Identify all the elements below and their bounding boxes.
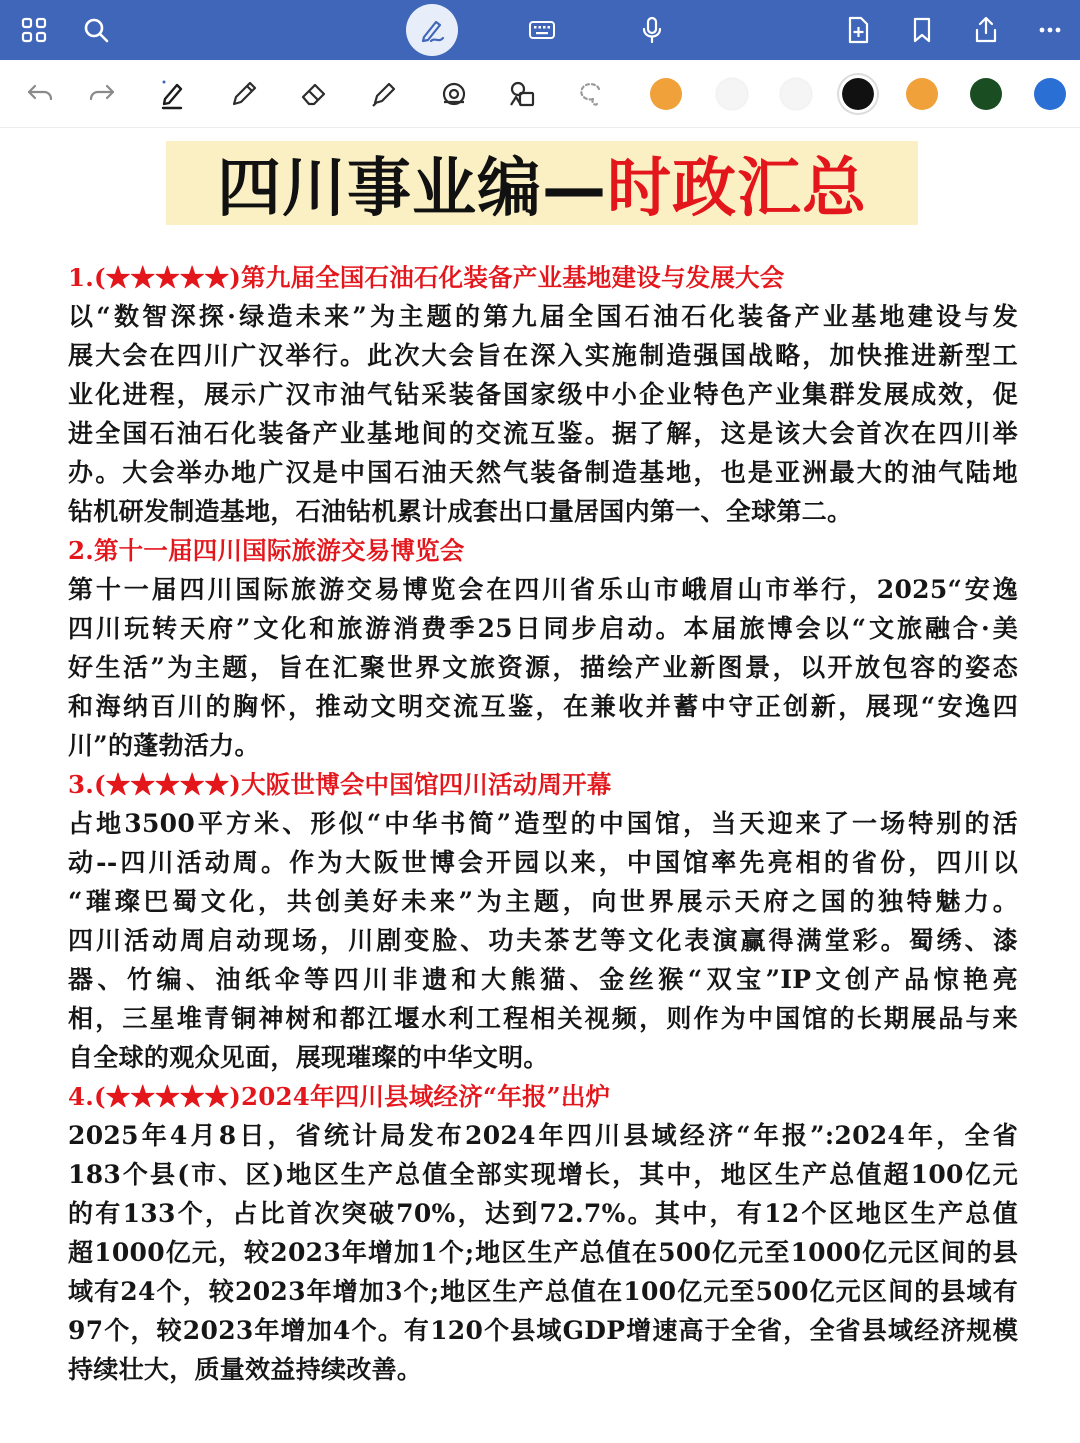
paragraph-line: 好生活”为主题，旨在汇聚世界文旅资源，描绘产业新图景，以开放包容的姿态 [68, 653, 1018, 682]
paragraph-line: 业化进程，展示广汉市油气钻采装备国家级中小企业特色产业集群发展成效，促 [68, 380, 1018, 409]
add-page-icon[interactable] [834, 6, 882, 54]
image-shape-icon[interactable] [498, 70, 546, 118]
section-paragraph [68, 1116, 1018, 1389]
paragraph-line: 97个，较2023年增加4个。有120个县域GDP增速高于全省，全省县域经济规模 [68, 1316, 1018, 1345]
paragraph-line: 的有133个，占比首次突破70%，达到72.7%。其中，有12个区地区生产总值 [68, 1199, 1018, 1228]
title-red-part: 时政汇总 [607, 152, 867, 226]
microphone-icon[interactable] [628, 6, 676, 54]
page-title [166, 141, 918, 225]
paragraph-line: 动--四川活动周。作为大阪世博会开园以来，中国馆率先亮相的省份，四川以 [68, 848, 1018, 877]
paragraph-line: 以“数智深探·绿造未来”为主题的第九届全国石油石化装备产业基地建设与发 [68, 302, 1018, 331]
keyboard-icon[interactable] [518, 6, 566, 54]
paragraph-line: 相，三星堆青铜神树和都江堰水利工程相关视频，则作为中国馆的长期展品与来 [68, 1004, 1018, 1033]
section-paragraph [68, 804, 1018, 1077]
paragraph-line: 四川活动周启动现场，川剧变脸、功夫茶艺等文化表演赢得满堂彩。蜀绣、漆 [68, 926, 1018, 955]
paragraph-line: 183个县(市、区)地区生产总值全部实现增长，其中，地区生产总值超100亿元 [68, 1160, 1018, 1189]
pen-tool-icon[interactable] [148, 70, 196, 118]
pencil-icon[interactable] [220, 70, 268, 118]
undo-icon[interactable] [16, 70, 64, 118]
paragraph-line: 超1000亿元，较2023年增加1个;地区生产总值在500亿元至1000亿元区间的县 [68, 1238, 1018, 1267]
paragraph-line: 域有24个，较2023年增加3个;地区生产总值在100亿元至500亿元区间的县域有 [68, 1277, 1018, 1306]
pen-icon[interactable] [406, 4, 458, 56]
paragraph-line: 第十一届四川国际旅游交易博览会在四川省乐山市峨眉山市举行，2025“安逸 [68, 575, 1018, 604]
paragraph-line: 自全球的观众见面，展现璀璨的中华文明。 [68, 1043, 549, 1072]
section-heading: 3.(★★★★★)大阪世博会中国馆四川活动周开幕 [68, 770, 612, 799]
paragraph-line: 占地3500平方米、形似“中华书简”造型的中国馆，当天迎来了一场特别的活 [68, 809, 1018, 838]
more-icon[interactable] [1026, 6, 1074, 54]
paragraph-line: 进全国石油石化装备产业基地间的交流互鉴。据了解，这是该大会首次在四川举 [68, 419, 1018, 448]
paragraph-line: 和海纳百川的胸怀，推动文明交流互鉴，在兼收并蓄中守正创新，展现“安逸四 [68, 692, 1018, 721]
section-heading: 2.第十一届四川国际旅游交易博览会 [68, 536, 465, 565]
paragraph-line: 四川玩转天府”文化和旅游消费季25日同步启动。本届旅博会以“文旅融合·美 [68, 614, 1018, 643]
color-swatch-orange[interactable] [650, 78, 682, 110]
paragraph-line: 钻机研发制造基地，石油钻机累计成套出口量居国内第一、全球第二。 [68, 497, 853, 526]
color-swatch-green[interactable] [970, 78, 1002, 110]
color-swatch-white-2[interactable] [780, 78, 812, 110]
color-swatch-black[interactable] [842, 78, 874, 110]
paragraph-line: 持续壮大，质量效益持续改善。 [68, 1355, 423, 1384]
title-black-part: 四川事业编— [217, 152, 607, 226]
grid-icon[interactable] [10, 6, 58, 54]
paragraph-line: 器、竹编、油纸伞等四川非遗和大熊猫、金丝猴“双宝”IP文创产品惊艳亮 [68, 965, 1018, 994]
redo-icon[interactable] [78, 70, 126, 118]
drawing-toolbar [0, 60, 1080, 128]
eraser-icon[interactable] [290, 70, 338, 118]
share-icon[interactable] [962, 6, 1010, 54]
paragraph-line: 川”的蓬勃活力。 [68, 731, 260, 760]
top-app-bar [0, 0, 1080, 60]
color-swatch-white[interactable] [716, 78, 748, 110]
bookmark-icon[interactable] [898, 6, 946, 54]
note-content [68, 258, 1018, 1389]
search-icon[interactable] [72, 6, 120, 54]
paragraph-line: 2025年4月8日，省统计局发布2024年四川县域经济“年报”:2024年，全省 [68, 1121, 1018, 1150]
color-swatch-blue[interactable] [1034, 78, 1066, 110]
paragraph-line: 办。大会举办地广汉是中国石油天然气装备制造基地，也是亚洲最大的油气陆地 [68, 458, 1018, 487]
highlighter-icon[interactable] [360, 70, 408, 118]
lasso-icon[interactable] [566, 70, 614, 118]
section-paragraph [68, 570, 1018, 765]
section-paragraph [68, 297, 1018, 531]
color-swatch-orange-2[interactable] [906, 78, 938, 110]
paragraph-line: “璀璨巴蜀文化，共创美好未来”为主题，向世界展示天府之国的独特魅力。 [68, 887, 1018, 916]
section-heading: 4.(★★★★★)2024年四川县域经济“年报”出炉 [68, 1082, 611, 1111]
section-heading: 1.(★★★★★)第九届全国石油石化装备产业基地建设与发展大会 [68, 263, 785, 292]
shape-icon[interactable] [430, 70, 478, 118]
paragraph-line: 展大会在四川广汉举行。此次大会旨在深入实施制造强国战略，加快推进新型工 [68, 341, 1018, 370]
